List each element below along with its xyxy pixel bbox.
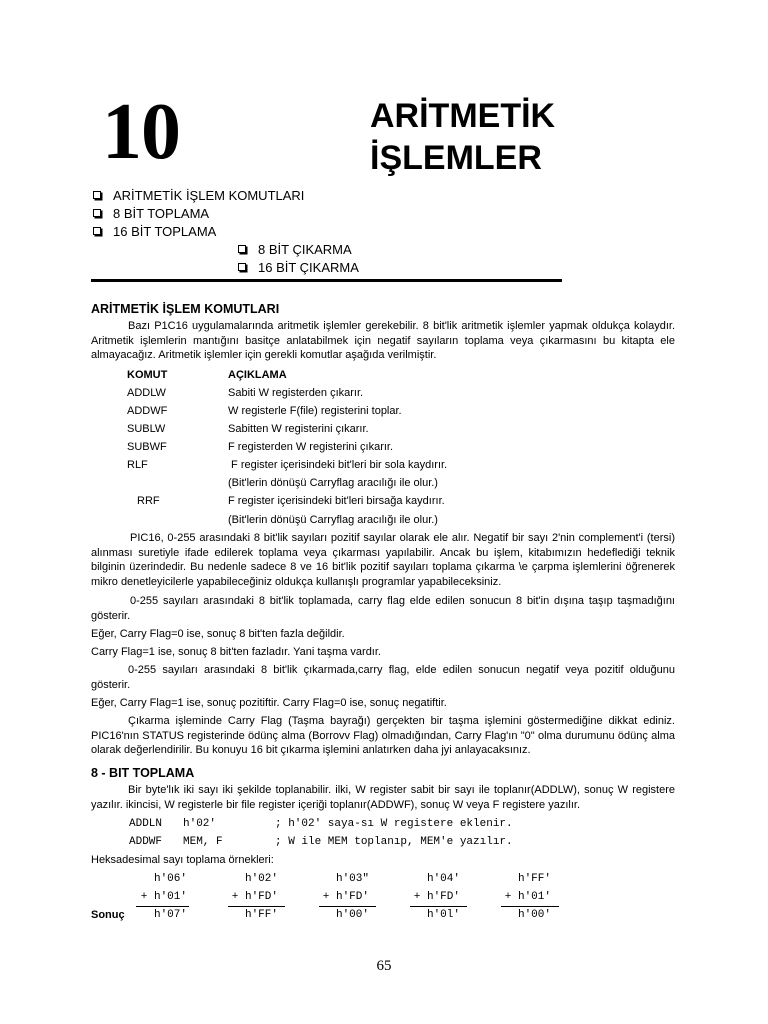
example-result: h'FF' (244, 909, 278, 921)
checkbox-bullet-icon (93, 191, 101, 199)
paragraph-carry-zero: Eğer, Carry Flag=0 ise, sonuç 8 bit'ten fazla değildir. (91, 628, 345, 640)
command-description: F registerden W registerini çıkarır. (228, 441, 394, 453)
toc-item: 16 BİT TOPLAMA (93, 223, 216, 241)
sum-line (228, 906, 285, 907)
toc-item: 8 BİT TOPLAMA (93, 205, 209, 223)
command-name: RRF (137, 495, 160, 507)
example-operand-a: h'06' (153, 873, 187, 885)
section-heading-arithmetic-commands: ARİTMETİK İŞLEM KOMUTLARI (91, 302, 280, 316)
section-heading-8bit-addition: 8 - BIT TOPLAMA (91, 766, 195, 780)
checkbox-bullet-icon (238, 245, 246, 253)
code-opcode: ADDWF (129, 836, 163, 848)
examples-label: Heksadesimal sayı toplama örnekleri: (91, 854, 274, 866)
command-name: SUBLW (127, 423, 166, 435)
sum-line (501, 906, 559, 907)
column-header-komut: KOMUT (127, 369, 168, 381)
example-operand-a: h'04' (426, 873, 460, 885)
chapter-title-line2: İŞLEMLER (370, 139, 542, 177)
example-operand-a: h'02' (244, 873, 278, 885)
command-description: F register içerisindeki bit'leri bir sola kaydırır. (228, 459, 448, 471)
example-operand-a: h'03" (335, 873, 369, 885)
toc-item: ARİTMETİK İŞLEM KOMUTLARI (93, 187, 304, 205)
sum-line (410, 906, 467, 907)
sum-line (319, 906, 376, 907)
command-name: SUBWF (127, 441, 167, 453)
sum-line (136, 906, 189, 907)
checkbox-bullet-icon (238, 263, 246, 271)
checkbox-bullet-icon (93, 227, 101, 235)
example-operand-a: h'FF' (517, 873, 551, 885)
command-description-note: (Bit'lerin dönüşü Carryflag aracılığı ile olur.) (228, 514, 438, 526)
example-operand-b: + h'01' (504, 891, 551, 903)
chapter-number: 10 (102, 88, 180, 176)
example-operand-b: + h'FD' (413, 891, 460, 903)
command-name: RLF (127, 459, 148, 471)
example-result: h'0l' (426, 909, 460, 921)
toc-item: 8 BİT ÇIKARMA (238, 241, 352, 259)
command-description: F register içerisindeki bit'leri birsağa kaydırır. (228, 495, 445, 507)
command-name: ADDLW (127, 387, 166, 399)
checkbox-bullet-icon (93, 209, 101, 217)
command-description: Sabiti W registerden çıkarır. (228, 387, 364, 399)
chapter-title-line1: ARİTMETİK (370, 97, 556, 135)
command-description: W registerle F(file) registerini toplar. (228, 405, 402, 417)
example-operand-b: + h'FD' (231, 891, 278, 903)
example-result: h'07' (153, 909, 187, 921)
column-header-aciklama: AÇIKLAMA (228, 369, 287, 381)
code-opcode: ADDLN (129, 818, 163, 830)
paragraph-pic16-numbers: PIC16, 0-255 arasındaki 8 bit'lik sayıları pozitif sayılar olarak ele alır. Negatif bir sayı 2'nin complement'i (tersi) alınması suretiyle ifade edilerek toplama veya çıkarması yapılabilir. Ancak bu işlem, kitabımızın hedeflediği teknik bilginin üzerindedir. Bu nedenle sadece 8 ve 16 bit'lik pozitif sayıları toplama çıkarma \e çarpma işlemlerini öğrenerek mikro denetleyicilerle yapabileceğiniz oldukça kullanışlı programlar yapabileceksiniz. (91, 532, 675, 588)
example-result: h'00' (517, 909, 551, 921)
example-operand-b: + h'FD' (322, 891, 369, 903)
intro-paragraph: Bazı P1C16 uygulamalarında aritmetik işlemler gerekebilir. 8 bit'lik aritmetik işlemler yapmak oldukça kolaydır. Aritmetik işlemlerin mantığını basitçe anlatabilmek için negatif sayıların toplama veya çıkarmasını bu kitapta ele almayacağız. Aritmetik işlemler için gerekli komutlar aşağıda verilmiştir. (91, 320, 675, 361)
toc-item: 16 BİT ÇIKARMA (238, 259, 359, 277)
paragraph-carry-flag-subtraction: 0-255 sayıları arasındaki 8 bit'lik çıkarmada,carry flag, elde edilen sonucun negatif veya pozitif olduğunu gösterir. (91, 664, 675, 691)
header-divider (91, 279, 562, 282)
example-operand-b: + h'01' (140, 891, 187, 903)
paragraph-byte-addition: Bir byte'lık iki sayı iki şekilde toplanabilir. ilki, W register sabit bir sayı ile toplanır(ADDLW), sonuç W registere yazılır. ikincisi, W registerle bir file register içeriği toplanır(ADDWF), sonuç W veya F registere yazılır. (91, 784, 675, 811)
paragraph-borrow-flag: Çıkarma işleminde Carry Flag (Taşma bayrağı) gerçekten bir taşma işlemini göstermediğine dikkat ediniz. PIC16'nın STATUS registerinde ödünç alma (Borrovv Flag) olmadığından, Carry Flag'ın "0" olma durumunu ödünç alma olarak değerlendirilir. Bu konuyu 16 bit çıkarma işlemini anlatırken daha jyi anlayacaksınız. (91, 715, 675, 756)
paragraph-carry-flag-addition: 0-255 sayıları arasındaki 8 bit'lik toplamada, carry flag elde edilen sonucun 8 bit'in dışına taşıp taşmadığını gösterir. (91, 595, 675, 622)
command-description: Sabitten W registerini çıkarır. (228, 423, 369, 435)
code-comment: ; W ile MEM toplanıp, MEM'e yazılır. (275, 836, 513, 848)
command-name: ADDWF (127, 405, 168, 417)
code-operand: h'02' (183, 818, 217, 830)
result-label: Sonuç (91, 909, 125, 921)
paragraph-carry-one: Carry Flag=1 ise, sonuç 8 bit'ten fazladır. Yani taşma vardır. (91, 646, 381, 658)
command-description-note: (Bit'lerin dönüşü Carryflag aracılığı ile olur.) (228, 477, 438, 489)
code-comment: ; h'02' saya-sı W registere eklenir. (275, 818, 513, 830)
code-operand: MEM, F (183, 836, 223, 848)
page-number: 65 (376, 958, 392, 974)
example-result: h'00' (335, 909, 369, 921)
paragraph-carry-sign: Eğer, Carry Flag=1 ise, sonuç pozitiftir. Carry Flag=0 ise, sonuç negatiftir. (91, 697, 447, 709)
chapter-title (370, 95, 555, 179)
